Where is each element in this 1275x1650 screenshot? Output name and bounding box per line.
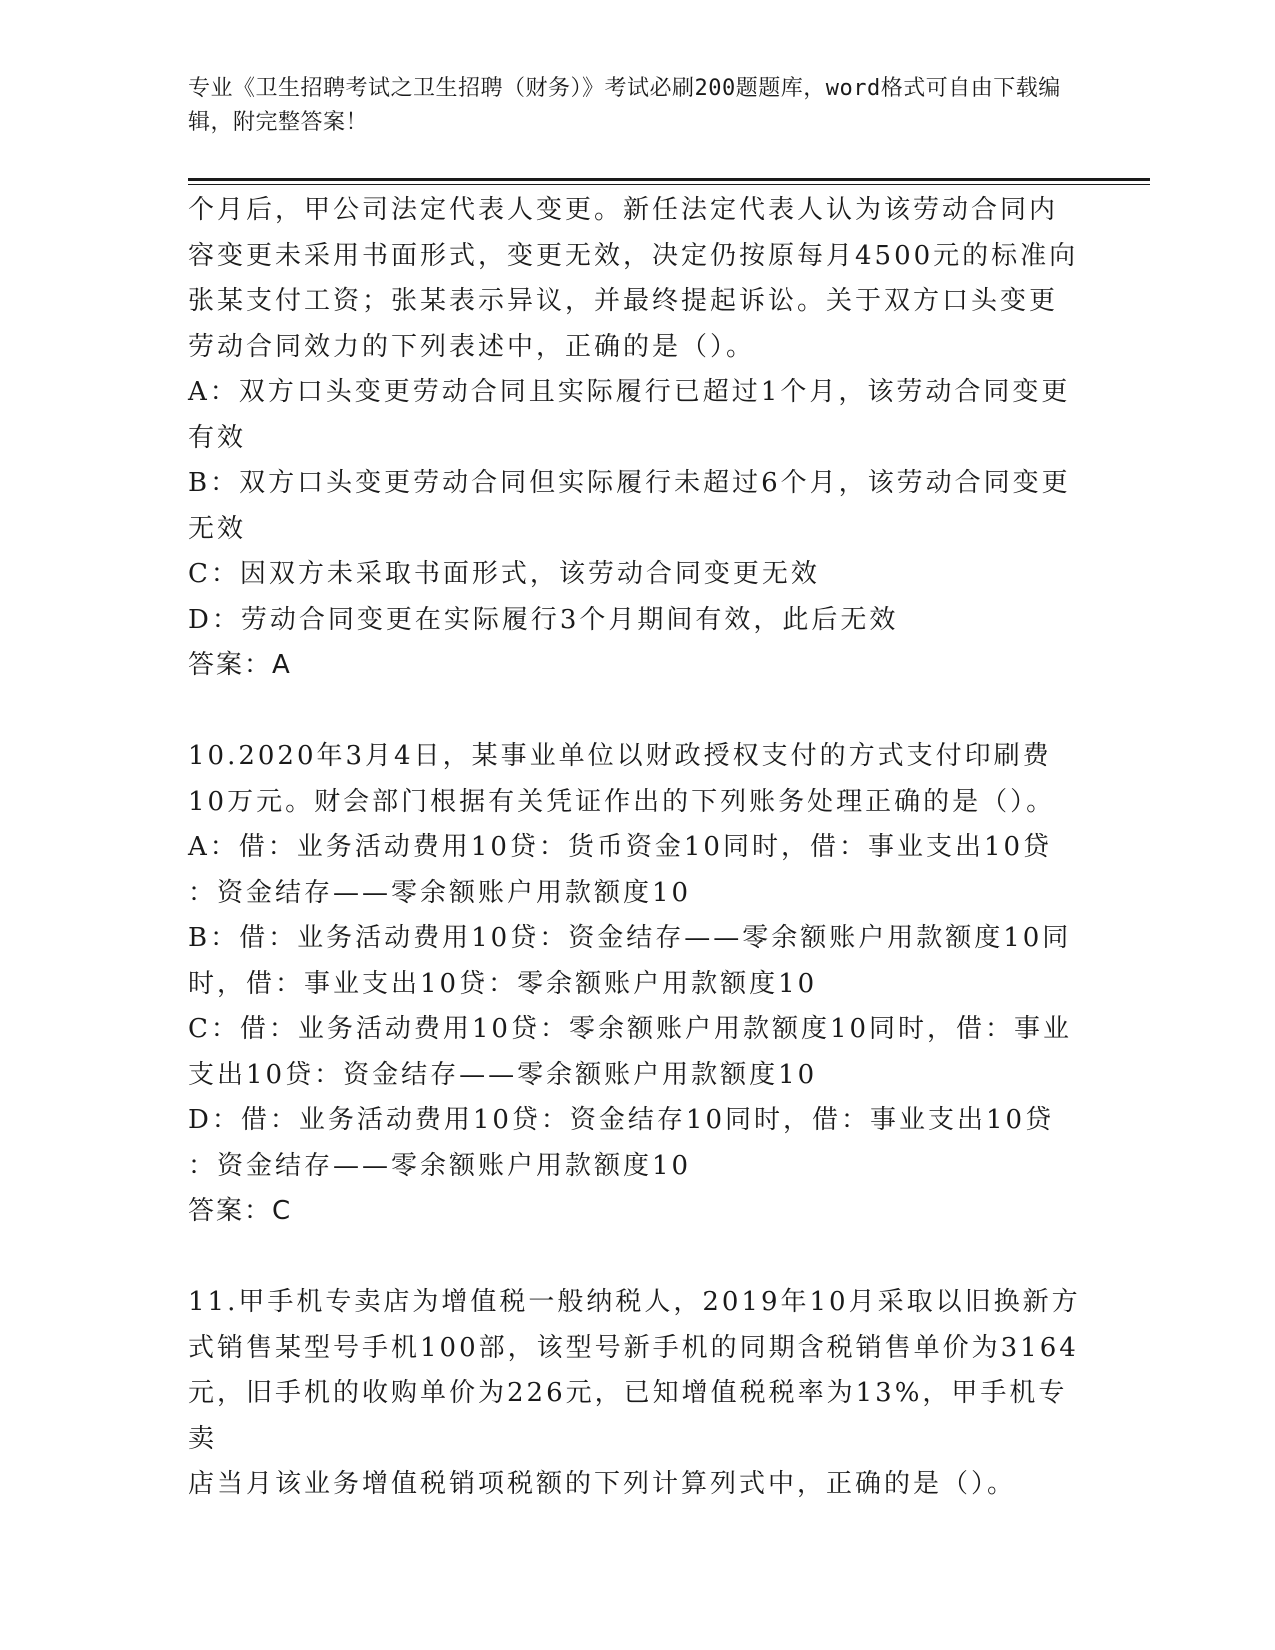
option-line: 无效 — [188, 513, 247, 544]
question-stem-line: 劳动合同效力的下列表述中，正确的是（）。 — [188, 331, 756, 362]
question-9 — [188, 188, 1088, 689]
option-line: A：借：业务活动费用10贷：货币资金10同时，借：事业支出10贷 — [188, 832, 1053, 862]
question-10 — [188, 734, 1088, 1235]
question-stem-line: 10.2020年3月4日，某事业单位以财政授权支付的方式支付印刷费 — [188, 741, 1052, 771]
question-spacer — [188, 689, 1088, 735]
option-line: B：借：业务活动费用10贷：资金结存——零余额账户用款额度10同 — [188, 923, 1072, 953]
option-line: D：借：业务活动费用10贷：资金结存10同时，借：事业支出10贷 — [188, 1105, 1055, 1135]
option-line: D：劳动合同变更在实际履行3个月期间有效，此后无效 — [188, 604, 899, 635]
option-line: 有效 — [188, 422, 247, 453]
question-stem-line: 个月后，甲公司法定代表人变更。新任法定代表人认为该劳动合同内 — [188, 195, 1059, 225]
question-11 — [188, 1280, 1088, 1508]
question-stem-line: 店当月该业务增值税销项税额的下列计算列式中，正确的是（）。 — [188, 1469, 1017, 1499]
option-line: A：双方口头变更劳动合同且实际履行已超过1个月，该劳动合同变更 — [188, 377, 1071, 407]
option-line: C：因双方未采取书面形式，该劳动合同变更无效 — [188, 559, 820, 589]
question-spacer — [188, 1235, 1088, 1281]
answer-line: 答案：C — [188, 1196, 293, 1226]
question-content — [188, 188, 1088, 1508]
answer-line: 答案：A — [188, 650, 292, 680]
header-divider-thin — [188, 184, 1150, 185]
header-title: 专业《卫生招聘考试之卫生招聘（财务）》考试必刷200题题库，word格式可自由下载编辑，附完整答案！ — [188, 76, 1061, 135]
question-stem-line: 张某支付工资；张某表示异议，并最终提起诉讼。关于双方口头变更 — [188, 286, 1059, 316]
header-divider-thick — [188, 178, 1150, 181]
option-line: 时，借：事业支出10贷：零余额账户用款额度10 — [188, 968, 818, 999]
document-header — [188, 72, 1068, 140]
option-line: ：资金结存——零余额账户用款额度10 — [188, 877, 692, 908]
question-stem-line: 11.甲手机专卖店为增值税一般纳税人，2019年10月采取以旧换新方 — [188, 1287, 1081, 1317]
question-stem-line: 元，旧手机的收购单价为226元，已知增值税税率为13%，甲手机专卖 — [188, 1378, 1068, 1454]
question-stem-line: 10万元。财会部门根据有关凭证作出的下列账务处理正确的是（）。 — [188, 786, 1056, 817]
question-stem-line: 容变更未采用书面形式，变更无效，决定仍按原每月4500元的标准向 — [188, 240, 1079, 271]
question-stem-line: 式销售某型号手机100部，该型号新手机的同期含税销售单价为3164 — [188, 1332, 1079, 1363]
option-line: B：双方口头变更劳动合同但实际履行未超过6个月，该劳动合同变更 — [188, 468, 1071, 498]
option-line: ：资金结存——零余额账户用款额度10 — [188, 1150, 692, 1181]
option-line: C：借：业务活动费用10贷：零余额账户用款额度10同时，借：事业 — [188, 1014, 1073, 1044]
option-line: 支出10贷：资金结存——零余额账户用款额度10 — [188, 1059, 818, 1090]
